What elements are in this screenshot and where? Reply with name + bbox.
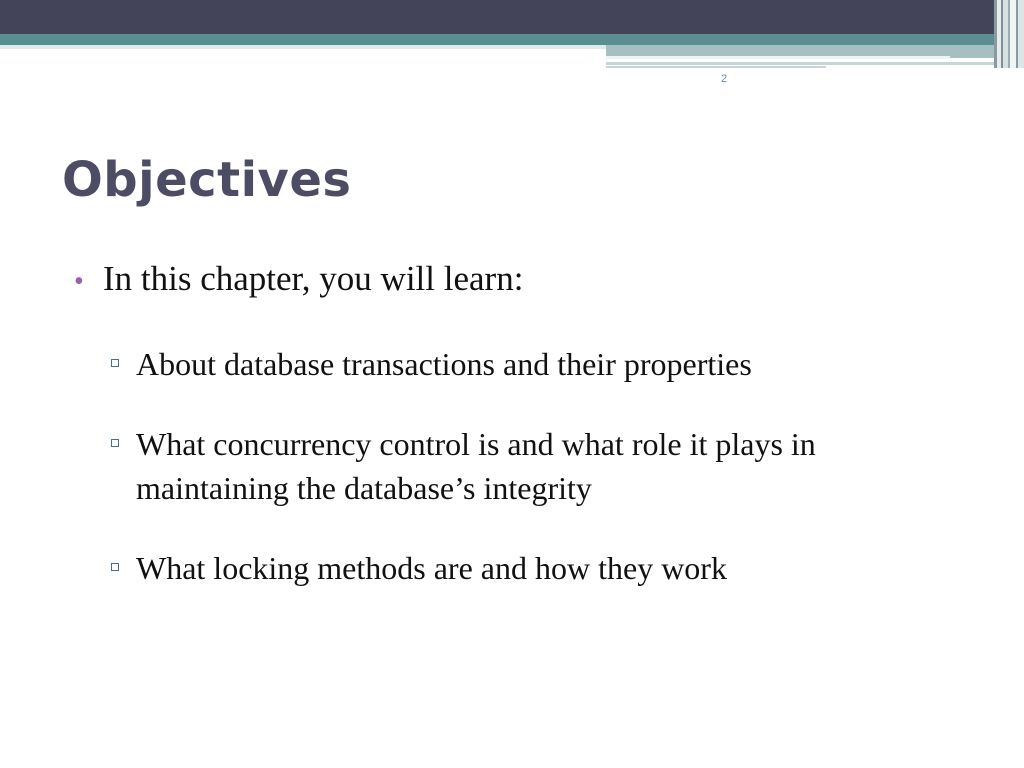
square-bullet-icon (111, 563, 119, 571)
header-teal-band (0, 34, 1024, 45)
header-thin-line (606, 62, 1011, 65)
objective-text: What concurrency control is and what role it plays in maintaining the database’s integrity (136, 426, 816, 506)
header-vertical-stripes (994, 0, 1024, 68)
header-thin-line (606, 66, 826, 68)
page-number: 2 (720, 73, 728, 85)
objective-text: About database transactions and their properties (136, 346, 752, 382)
header-dark-band (0, 0, 1024, 34)
objective-text: What locking methods are and how they work (136, 550, 727, 586)
round-bullet-icon: • (74, 266, 84, 297)
list-item-level2 (111, 422, 974, 510)
square-bullet-icon (111, 439, 119, 447)
slide-body (74, 258, 974, 626)
list-item-level2 (111, 342, 974, 386)
square-bullet-icon (111, 359, 119, 367)
header-thin-line (606, 56, 950, 59)
slide-title: Objectives (62, 152, 352, 208)
intro-text: In this chapter, you will learn: (103, 259, 524, 298)
list-item-level2 (111, 546, 974, 590)
header-pale-line (0, 45, 606, 49)
list-item-level1 (74, 258, 974, 300)
